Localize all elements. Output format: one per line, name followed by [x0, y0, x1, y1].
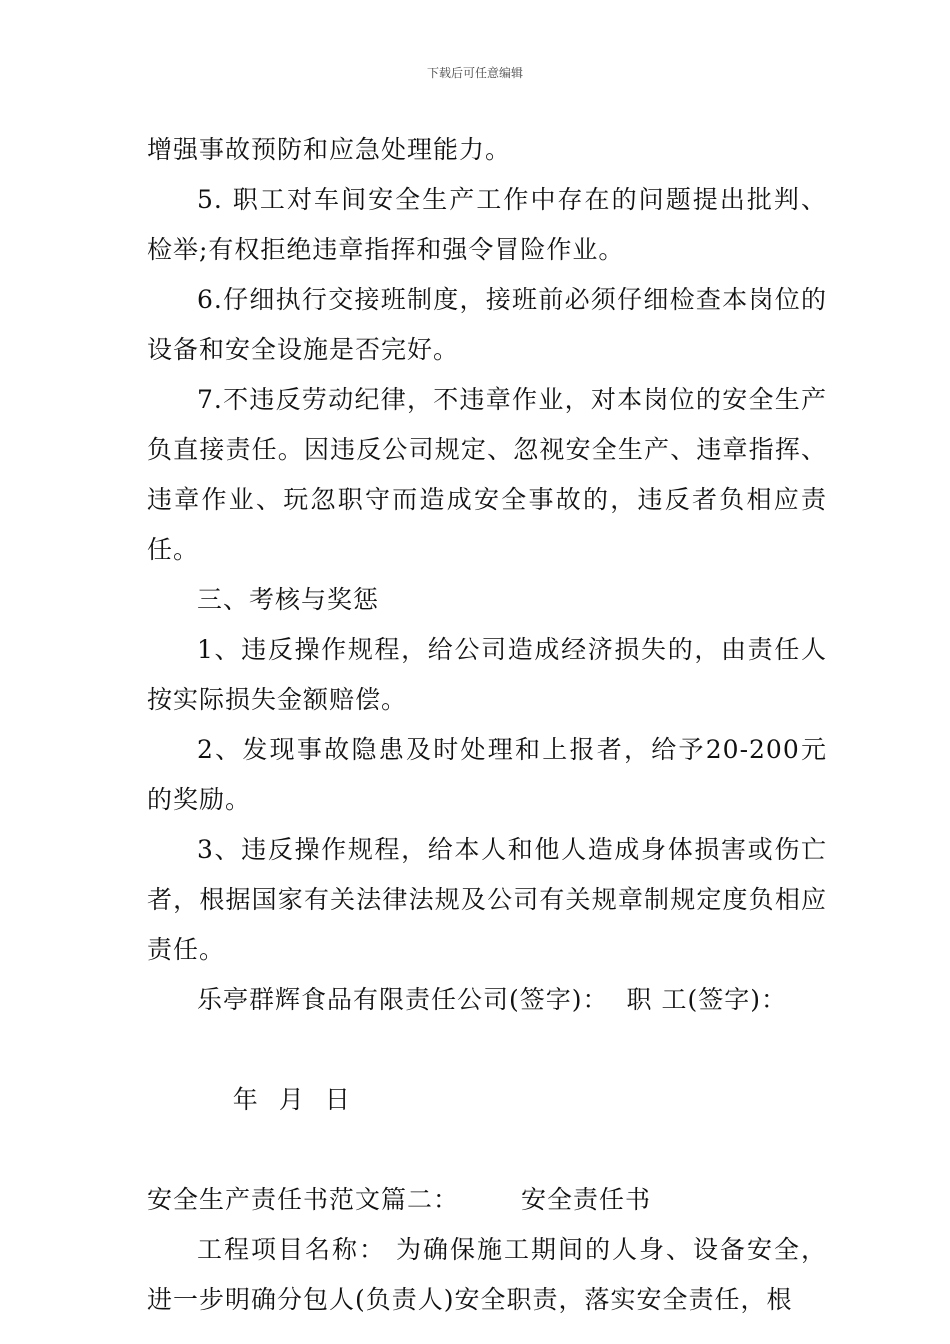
date-month: 月 — [278, 1085, 305, 1114]
second-document-paragraph: 工程项目名称： 为确保施工期间的人身、设备安全，进一步明确分包人(负责人)安全职责，落实安全责任，根 — [147, 1235, 827, 1314]
second-document-subtitle: 安全责任书 — [521, 1185, 652, 1214]
second-document-title: 安全生产责任书范文篇二： — [147, 1185, 460, 1214]
signature-line — [147, 975, 827, 1025]
date-year: 年 — [232, 1085, 259, 1114]
document-body — [147, 125, 827, 1325]
paragraph-item-6: 6.仔细执行交接班制度，接班前必须仔细检查本岗位的设备和安全设施是否完好。 — [147, 285, 827, 364]
paragraph-item-7: 7.不违反劳动纪律，不违章作业，对本岗位的安全生产负直接责任。因违反公司规定、忽视安全生产、违章指挥、违章作业、玩忽职守而造成安全事故的，违反者负相应责任。 — [147, 385, 827, 564]
paragraph-continuation: 增强事故预防和应急处理能力。 — [147, 135, 512, 164]
rule-item-2: 2、发现事故隐患及时处理和上报者，给予20-200元的奖励。 — [147, 735, 827, 814]
section-heading-3: 三、考核与奖惩 — [197, 585, 380, 614]
page-header: 下载后可任意编辑 — [426, 66, 523, 80]
date-line — [147, 1025, 827, 1175]
paragraph-item-5: 5. 职工对车间安全生产工作中存在的问题提出批判、检举;有权拒绝违章指挥和强令冒险作业。 — [147, 185, 827, 264]
second-document-title-line — [147, 1175, 827, 1225]
rule-item-3: 3、违反操作规程，给本人和他人造成身体损害或伤亡者，根据国家有关法律法规及公司有关规章制规定度负相应责任。 — [147, 835, 827, 964]
company-signature-label: 乐亭群辉食品有限责任公司(签字)： — [197, 985, 609, 1014]
date-day: 日 — [324, 1085, 351, 1114]
employee-signature-label: 职 工(签字)： — [626, 985, 787, 1014]
rule-item-1: 1、违反操作规程，给公司造成经济损失的，由责任人按实际损失金额赔偿。 — [147, 635, 827, 714]
